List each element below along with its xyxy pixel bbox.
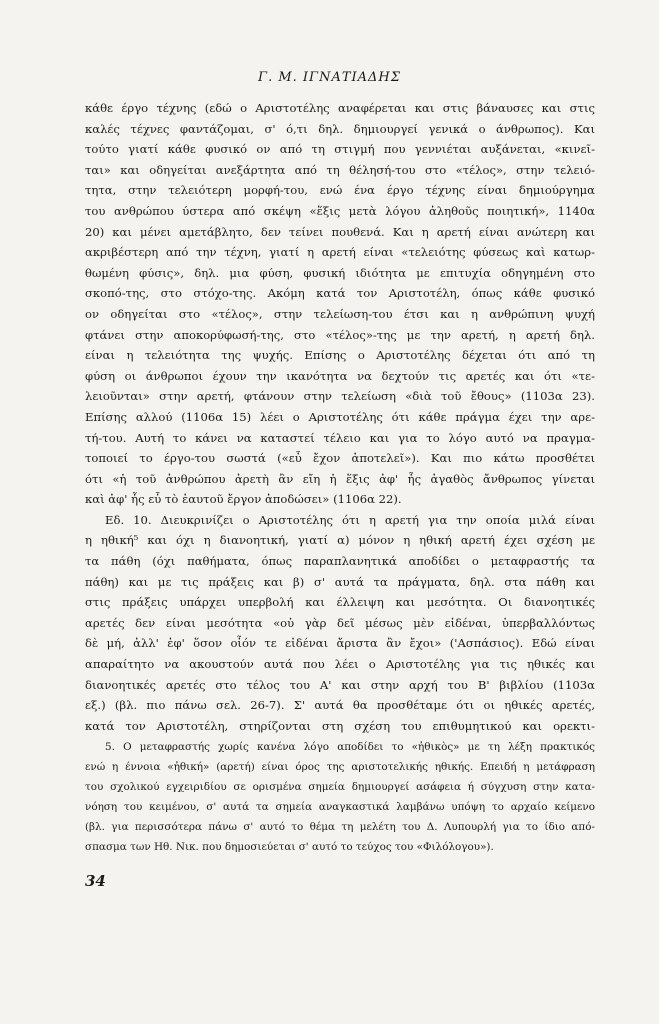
text-line: καὶ ἀφ' ἧς εὖ τὸ ἑαυτοῦ ἔργον ἀποδώσει» (1106α 22).: [85, 492, 402, 507]
text-line: ον οδηγείται στο «τέλος», στην τελείωση-του έτσι και η ανθρώπινη ψυχή: [85, 306, 595, 321]
page-number: 34: [85, 872, 106, 890]
text-line: κάθε έργο τέχνης (εδώ ο Αριστοτέλης αναφέρεται και στις βάναυσες και στις: [85, 101, 595, 115]
text-line: ται» και οδηγείται ανεξάρτητα από τη θέλησή-του στο «τέλος», στην τελειό-: [85, 162, 595, 177]
main-text: [85, 98, 595, 736]
text-line: Εδ. 10. Διευκρινίζει ο Αριστοτέλης ότι η αρετή για την οποία μιλά είναι: [105, 512, 595, 527]
text-line: ότι «ἡ τοῦ ἀνθρώπου ἀρετὴ ἂν εἴη ἡ ἕξις ἀφ' ἧς ἀγαθὸς ἄνθρωπος γίνεται: [85, 471, 595, 486]
text-line: τούτο γιατί κάθε φυσικό ον από τη στιγμή που γεννιέται αυξάνεται, «κινεῖ-: [85, 142, 595, 157]
text-line: τή-του. Αυτή το κάνει να καταστεί τέλειο και για το λόγο αυτό να πραγμα-: [85, 430, 595, 445]
text-line: θωμένη φύσις», δηλ. μια φύση, φυσική ιδιότητα με επιτυχία οδηγημένη στο: [85, 265, 595, 280]
footnote-line: ενώ η έννοια «ἠθική» (αρετή) είναι όρος της αριστοτελικής ηθικής. Επειδή η μετάφραση: [85, 761, 595, 773]
text-line: τητα, στην τελειότερη μορφή-του, ενώ ένα έργο τέχνης είναι δημιούργημα: [85, 183, 595, 198]
text-line: τα πάθη (όχι παθήματα, όπως παραπλανητικά αποδίδει ο μεταφραστής τα: [85, 554, 595, 569]
footnote-line: (βλ. για περισσότερα πάνω σ' αυτό το θέμα τη μελέτη του Δ. Λυπουρλή για το ίδιο από-: [85, 821, 595, 833]
footnote-line: 5. Ο μεταφραστής χωρίς κανένα λόγο αποδίδει το «ἠθικὸς» με τη λέξη πρακτικός: [105, 741, 595, 753]
text-line: Επίσης αλλού (1106α 15) λέει ο Αριστοτέλης ότι κάθε πράγμα έχει την αρε-: [85, 409, 595, 424]
text-line: δὲ μή, ἀλλ' ἐφ' ὅσον οἷόν τε εἰδέναι ἄριστα ἂν ἔχοι» ('Ασπάσιος). Εδώ είναι: [85, 636, 595, 651]
footnote: [85, 737, 595, 857]
footnote-line: του σχολικού εγχειριδίου σε ορισμένα σημεία δημιουργεί ασάφεια ή σύγχυση στην κατα-: [85, 781, 595, 793]
text-line: ακριβέστερη από την τέχνη, γιατί η αρετή είναι «τελειότης φύσεως καὶ κατωρ-: [85, 245, 595, 260]
text-line: είναι η τελειότητα της ψυχής. Επίσης ο Αριστοτέλης δέχεται ότι από τη: [85, 348, 595, 363]
text-line: απαραίτητο να ακουστούν αυτά που λέει ο Αριστοτέλης για τις ηθικές και: [85, 657, 595, 672]
text-line: 20) και μένει αμετάβλητο, δεν τείνει πουθενά. Και η αρετή είναι ανώτερη και: [85, 224, 595, 239]
text-line: αρετές δεν είναι μεσότητα «οὐ γὰρ δεῖ μέσως μὲν εἰδέναι, ὑπερβαλλόντως: [85, 615, 595, 630]
text-line: φύση οι άνθρωποι έχουν την ικανότητα να δεχτούν τις αρετές και ότι «τε-: [85, 368, 595, 383]
running-header: Γ. Μ. ΙΓΝΑΤΙΑΔΗΣ: [258, 70, 401, 85]
footnote-line: νόηση του κειμένου, σ' αυτά τα σημεία αναγκαστικά λαμβάνω υπόψη το αρχαίο κείμενο: [85, 801, 595, 813]
text-line: διανοητικές αρετές στο τέλος του Α' και στην αρχή του Β' βιβλίου (1103α: [85, 677, 595, 692]
text-line: εξ.) (βλ. πιο πάνω σελ. 26-7). Σ' αυτά θα προσθέταμε ότι οι ηθικές αρετές,: [85, 698, 595, 713]
text-line: η ηθική⁵ και όχι η διανοητική, γιατί α) μόνον η ηθική αρετή έχει σχέση με: [85, 533, 595, 548]
text-line: σκοπό-της, στο στόχο-της. Ακόμη κατά τον Αριστοτέλη, όπως κάθε φυσικό: [85, 286, 595, 301]
text-line: φτάνει στην αποκορύφωσή-της, στο «τέλος»-της με την αρετή, η αρετή δηλ.: [85, 327, 595, 342]
footnote-line: σπασμα των Ηθ. Νικ. που δημοσιεύεται σ' αυτό το τεύχος του «Φιλόλογου»).: [85, 841, 494, 853]
text-line: καλές τέχνες φαντάζομαι, σ' ό,τι δηλ. δημιουργεί γενικά ο άνθρωπος). Και: [85, 121, 595, 136]
text-line: του ανθρώπου ύστερα από σκέψη «ἕξις μετὰ λόγου ἀληθοῦς ποιητική», 1140α: [85, 203, 595, 218]
text-line: στις πράξεις υπάρχει υπερβολή και έλλειψη και μεσότητα. Οι διανοητικές: [85, 595, 595, 610]
text-line: λειοῦνται» στην αρετή, φτάνουν στην τελείωση «διὰ τοῦ ἔθους» (1103α 23).: [85, 389, 595, 404]
text-line: πάθη) και με τις πράξεις και β) σ' αυτά τα πράγματα, δηλ. στα πάθη και: [85, 574, 595, 589]
text-line: τοποιεί το έργο-του σωστά («εὖ ἔχον ἀποτελεῖ»). Και πιο κάτω προσθέτει: [85, 451, 595, 466]
text-line: κατά τον Αριστοτέλη, στηρίζονται στη σχέση του επιθυμητικού και ορεκτι-: [85, 718, 595, 733]
